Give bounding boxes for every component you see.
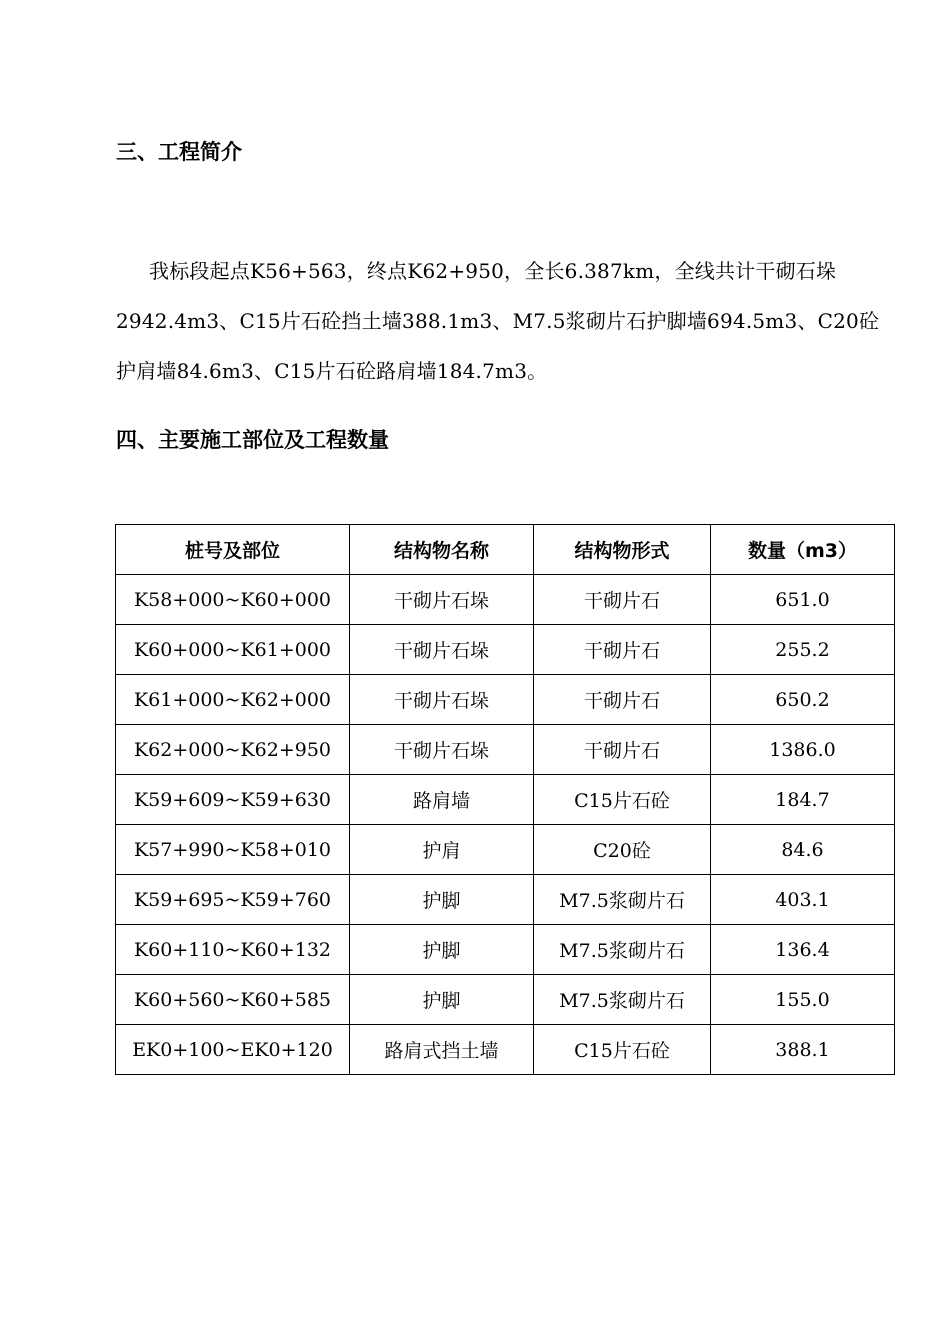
cell-station: K62+000~K62+950 (116, 725, 350, 775)
cell-structure-name: 护肩 (350, 825, 534, 875)
cell-structure-name: 干砌片石垛 (350, 575, 534, 625)
section-heading-project-overview: 三、工程简介 (116, 140, 242, 164)
table-row (116, 875, 895, 925)
cell-station: K60+560~K60+585 (116, 975, 350, 1025)
cell-quantity: 651.0 (711, 575, 895, 625)
table-header-row (116, 525, 895, 575)
cell-structure-name: 路肩式挡土墙 (350, 1025, 534, 1075)
cell-structure-type: M7.5浆砌片石 (534, 875, 711, 925)
cell-structure-type: 干砌片石 (534, 625, 711, 675)
cell-structure-name: 干砌片石垛 (350, 675, 534, 725)
cell-quantity: 403.1 (711, 875, 895, 925)
cell-structure-type: C15片石砼 (534, 775, 711, 825)
cell-structure-name: 护脚 (350, 875, 534, 925)
cell-structure-type: C20砼 (534, 825, 711, 875)
table-row (116, 1025, 895, 1075)
cell-structure-name: 干砌片石垛 (350, 725, 534, 775)
table-row (116, 625, 895, 675)
table-row (116, 725, 895, 775)
cell-structure-type: M7.5浆砌片石 (534, 925, 711, 975)
table-row (116, 575, 895, 625)
cell-quantity: 1386.0 (711, 725, 895, 775)
cell-quantity: 155.0 (711, 975, 895, 1025)
project-overview-paragraph: 我标段起点K56+563，终点K62+950，全长6.387km，全线共计干砌石垛2942.4m3、C15片石砼挡土墙388.1m3、M7.5浆砌片石护脚墙694.5m3、C20砼护肩墙84.6m3、C15片石砼路肩墙184.7m3。 (116, 259, 880, 383)
quantities-table (115, 524, 895, 1075)
header-structure-name: 结构物名称 (350, 525, 534, 575)
cell-quantity: 255.2 (711, 625, 895, 675)
cell-station: EK0+100~EK0+120 (116, 1025, 350, 1075)
header-structure-type: 结构物形式 (534, 525, 711, 575)
table-row (116, 675, 895, 725)
cell-station: K59+695~K59+760 (116, 875, 350, 925)
cell-station: K58+000~K60+000 (116, 575, 350, 625)
cell-quantity: 136.4 (711, 925, 895, 975)
table-row (116, 825, 895, 875)
cell-structure-name: 护脚 (350, 975, 534, 1025)
cell-structure-type: M7.5浆砌片石 (534, 975, 711, 1025)
cell-quantity: 84.6 (711, 825, 895, 875)
table-row (116, 775, 895, 825)
cell-structure-type: 干砌片石 (534, 575, 711, 625)
cell-station: K60+000~K61+000 (116, 625, 350, 675)
cell-quantity: 650.2 (711, 675, 895, 725)
cell-structure-type: 干砌片石 (534, 725, 711, 775)
section-heading-main-works: 四、主要施工部位及工程数量 (116, 428, 389, 452)
cell-station: K59+609~K59+630 (116, 775, 350, 825)
cell-quantity: 388.1 (711, 1025, 895, 1075)
table-row (116, 975, 895, 1025)
header-station: 桩号及部位 (116, 525, 350, 575)
cell-structure-name: 路肩墙 (350, 775, 534, 825)
cell-structure-type: C15片石砼 (534, 1025, 711, 1075)
cell-station: K60+110~K60+132 (116, 925, 350, 975)
cell-structure-name: 护脚 (350, 925, 534, 975)
table-body (116, 575, 895, 1075)
cell-structure-name: 干砌片石垛 (350, 625, 534, 675)
table-row (116, 925, 895, 975)
cell-structure-type: 干砌片石 (534, 675, 711, 725)
header-quantity: 数量（m3） (711, 525, 895, 575)
cell-quantity: 184.7 (711, 775, 895, 825)
cell-station: K57+990~K58+010 (116, 825, 350, 875)
cell-station: K61+000~K62+000 (116, 675, 350, 725)
